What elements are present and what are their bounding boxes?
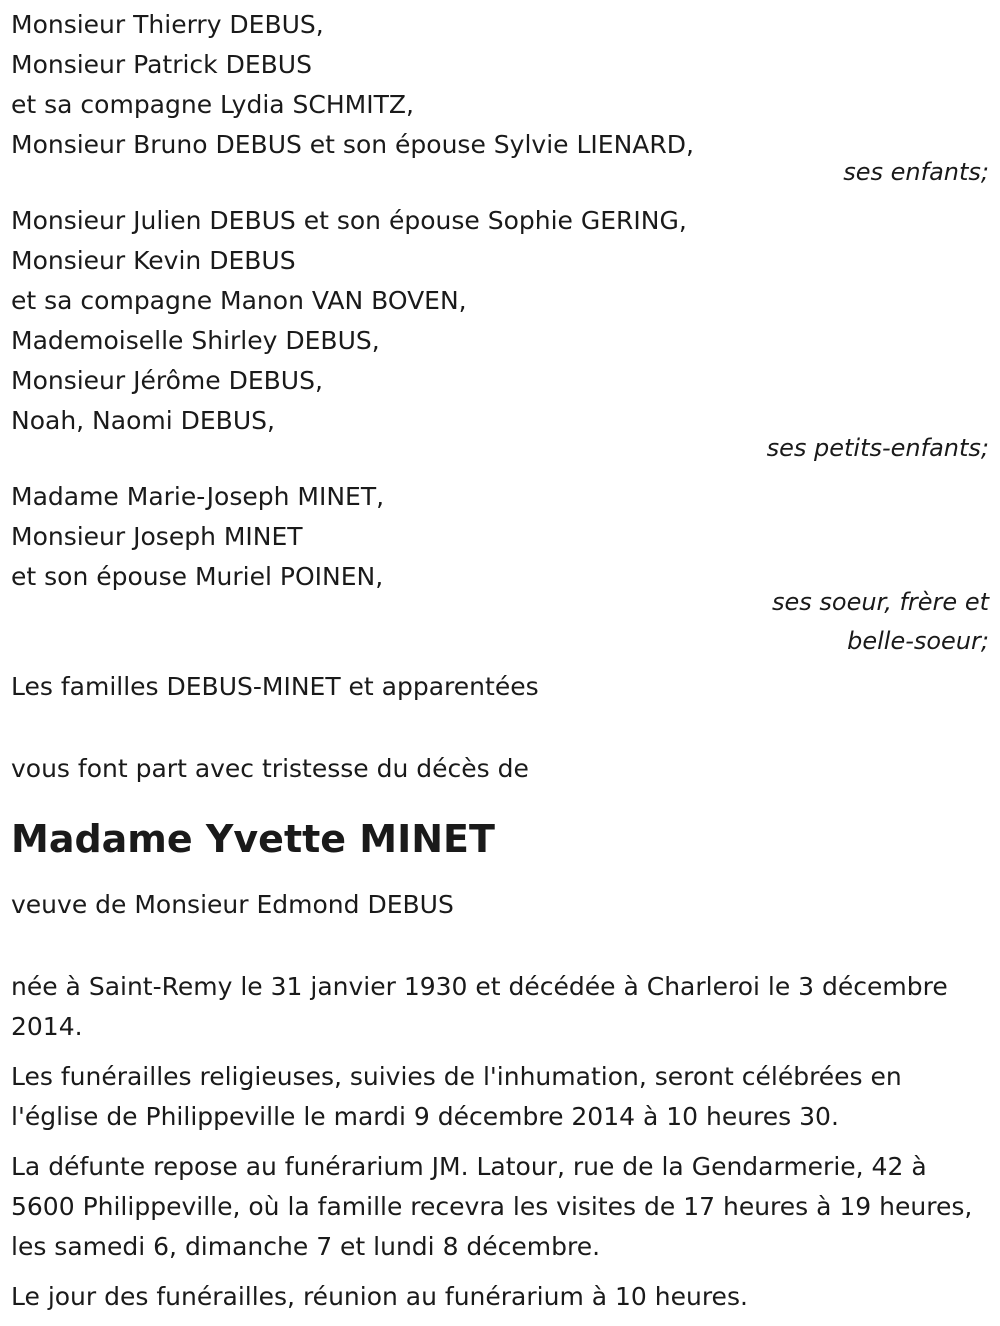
family-line: Monsieur Thierry DEBUS, xyxy=(11,10,324,39)
family-line: Madame Marie-Joseph MINET, xyxy=(11,482,385,511)
family-line: Monsieur Jérôme DEBUS, xyxy=(11,366,323,395)
family-line: Monsieur Joseph MINET xyxy=(11,522,303,551)
relation-label-grandchildren: ses petits-enfants; xyxy=(766,434,989,462)
relation-label-line: belle-soeur; xyxy=(847,627,989,655)
family-group-siblings xyxy=(11,477,991,661)
announcement-text: vous font part avec tristesse du décès de xyxy=(11,754,529,783)
repose-text: La défunte repose au funérarium JM. Latour, rue de la Gendarmerie, 42 à 5600 Philippeville, où la famille recevra les visites de 17 heures à 19 heures, les samedi 6, dimanche 7 et lundi 8 décembre. xyxy=(11,1152,973,1261)
families-line: Les familles DEBUS-MINET et apparentées xyxy=(11,672,539,701)
family-line: et son épouse Muriel POINEN, xyxy=(11,562,384,591)
widow-of-text: veuve de Monsieur Edmond DEBUS xyxy=(11,890,454,919)
family-line: et sa compagne Lydia SCHMITZ, xyxy=(11,90,414,119)
family-group-children xyxy=(11,5,991,191)
family-line: Monsieur Bruno DEBUS et son épouse Sylvie LIENARD, xyxy=(11,130,694,159)
birth-death-text: née à Saint-Remy le 31 janvier 1930 et décédée à Charleroi le 3 décembre 2014. xyxy=(11,972,948,1041)
obituary-notice xyxy=(11,5,991,1317)
funeral-text: Les funérailles religieuses, suivies de l'inhumation, seront célébrées en l'église de Philippeville le mardi 9 décembre 2014 à 10 heures 30. xyxy=(11,1062,902,1131)
relation-label-line: ses soeur, frère et xyxy=(771,588,989,616)
family-line: Mademoiselle Shirley DEBUS, xyxy=(11,326,380,355)
family-line: Monsieur Julien DEBUS et son épouse Sophie GERING, xyxy=(11,206,687,235)
family-line: et sa compagne Manon VAN BOVEN, xyxy=(11,286,467,315)
meeting-text: Le jour des funérailles, réunion au funérarium à 10 heures. xyxy=(11,1282,748,1311)
family-line: Monsieur Patrick DEBUS xyxy=(11,50,312,79)
deceased-name: Madame Yvette MINET xyxy=(11,817,495,861)
family-line: Monsieur Kevin DEBUS xyxy=(11,246,296,275)
relation-label-children: ses enfants; xyxy=(843,158,989,186)
family-line: Noah, Naomi DEBUS, xyxy=(11,406,275,435)
family-group-grandchildren xyxy=(11,201,991,467)
